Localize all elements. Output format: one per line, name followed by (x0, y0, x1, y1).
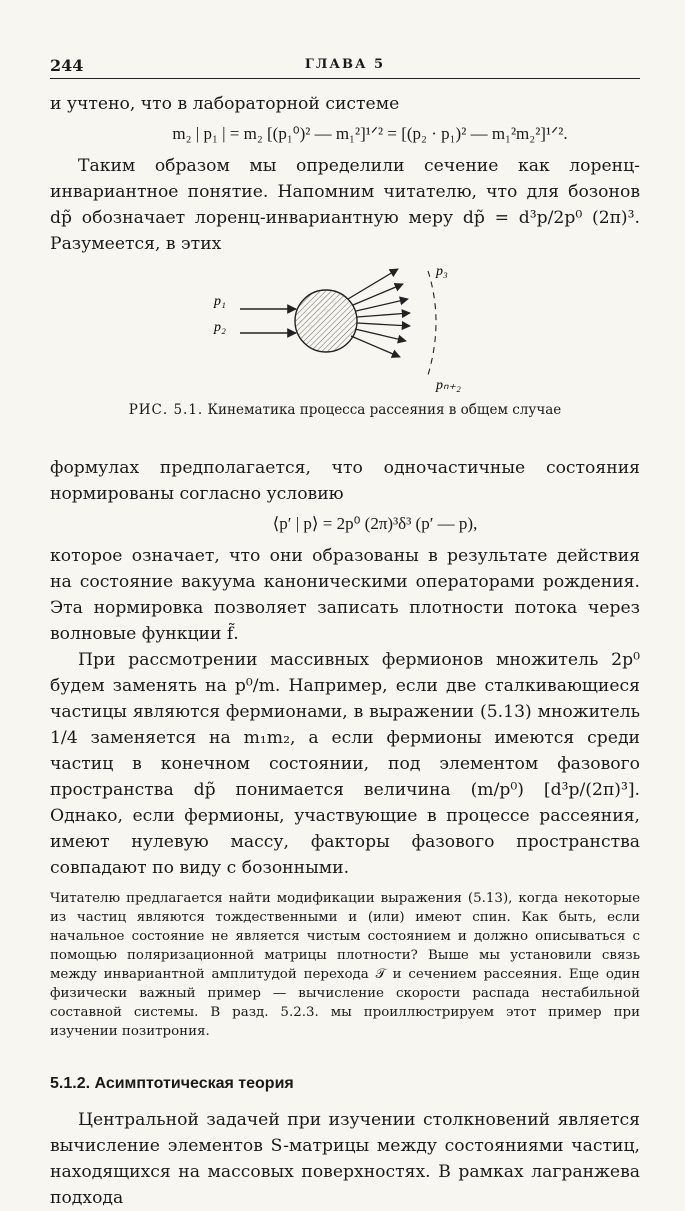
figure-scattering (50, 265, 640, 455)
paragraph-intro: и учтено, что в лабораторной системе (50, 94, 400, 114)
paragraph-normalization: формулах предполагается, что одночастичные состояния нормированы согласно условию (50, 458, 640, 504)
scattering-diagram (210, 265, 480, 395)
outgoing-arrow (357, 323, 410, 326)
final-state-arc (428, 271, 436, 375)
page (50, 56, 640, 1211)
paragraph-lorentz-invariant: Таким образом мы определили сечение как лоренц-инвариантное понятие. Напомним читателю, что для бозонов dp̃ обозначает лоренц-инвариантную меру dp̃ = d³p/2p⁰ (2π)³. Разумеется, в этих (50, 156, 640, 254)
figure-caption-text: Кинематика процесса рассеяния в общем случае (207, 402, 562, 418)
paragraph-vacuum: которое означает, что они образованы в результате действия на состояние вакуума каноническими операторами рождения. Эта нормировка позволяет записать плотности потока через волновые функции f̃. (50, 546, 640, 644)
interaction-blob (295, 290, 357, 352)
outgoing-arrow (351, 336, 400, 357)
section-heading: 5.1.2. Асимптотическая теория (50, 1075, 294, 1092)
outgoing-arrow (348, 269, 398, 299)
page-number: 244 (50, 56, 84, 75)
label-p3: p₃ (436, 265, 448, 279)
outgoing-arrow (355, 329, 406, 341)
label-p1: p₁ (214, 294, 226, 309)
figure-caption-label: РИС. 5.1. (128, 402, 204, 418)
label-p2: p₂ (214, 320, 226, 335)
formula-normalization: ⟨p′ | p⟩ = 2p⁰ (2π)³δ³ (p′ — p), (272, 514, 478, 533)
formula-lab-frame: m₂ | p₁ | = m₂ [(p₁⁰)² — m₁²]¹ᐟ² = [(p₂ · p₁)² — m₁²m₂²]¹ᐟ². (172, 124, 568, 143)
label-pn2: pₙ₊₂ (436, 378, 461, 393)
outgoing-arrow (357, 313, 410, 317)
paragraph-asymptotic: Центральной задачей при изучении столкновений является вычисление элементов S-матрицы между состояниями частиц, находящихся на массовых поверхностях. В рамках лагранжева подхода (50, 1110, 640, 1208)
exercise-note: Читателю предлагается найти модификации выражения (5.13), когда некоторые из частиц являются тождественными и (или) имеют спин. Как быть, если начальное состояние не является чистым состоянием и должно описываться с помощью поляризационной матрицы плотности? Выше мы установили связь между инвариантной амплитудой перехода 𝒯 и сечением рассеяния. Еще один физически важный пример — вычисление скорости распада нестабильной составной системы. В разд. 5.2.3. мы проиллюстрируем этот пример при изучении позитрония. (50, 891, 640, 1039)
paragraph-fermions: При рассмотрении массивных фермионов множитель 2p⁰ будем заменять на p⁰/m. Например, если две сталкивающиеся частицы являются фермионами, в выражении (5.13) множитель 1/4 заменяется на m₁m₂, а если фермионы имеются среди частиц в конечном состоянии, под элементом фазового пространства dp̃ понимается величина (m/p⁰) [d³p/(2π)³]. Однако, если фермионы, участвующие в процессе рассеяния, имеют нулевую массу, факторы фазового пространства совпадают по виду с бозонными. (50, 650, 640, 878)
figure-caption (50, 401, 640, 419)
running-header (50, 56, 640, 79)
chapter-title: ГЛАВА 5 (304, 57, 386, 72)
